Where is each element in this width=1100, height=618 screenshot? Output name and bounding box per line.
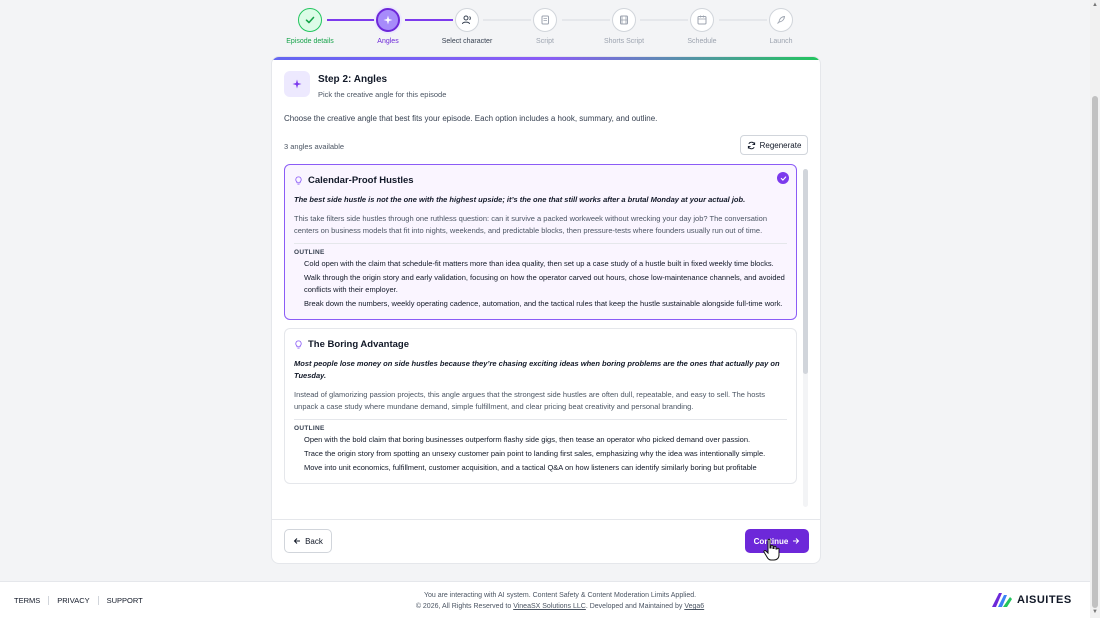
angles-count: 3 angles available bbox=[284, 142, 345, 151]
copyright-mid: . Developed and Maintained by bbox=[585, 603, 685, 610]
sparkles-icon bbox=[376, 8, 400, 32]
regenerate-label: Regenerate bbox=[759, 140, 802, 150]
outline-item: Move into unit economics, fulfillment, customer acquisition, and a tactical Q&A on how listeners can identify similarly boring but profitable bbox=[304, 463, 757, 472]
step-label: Select character bbox=[441, 38, 493, 45]
outline-heading: OUTLINE bbox=[294, 425, 325, 432]
outline-heading: OUTLINE bbox=[294, 249, 325, 256]
step-label: Shorts Script bbox=[603, 38, 645, 45]
step-label: Angles bbox=[377, 38, 399, 45]
page-scrollbar-thumb[interactable] bbox=[1092, 96, 1098, 608]
step-script[interactable] bbox=[505, 8, 585, 45]
refresh-icon bbox=[747, 141, 756, 150]
progress-stepper bbox=[270, 0, 822, 52]
brand-name: AISUITES bbox=[1017, 594, 1072, 606]
step-launch[interactable] bbox=[741, 8, 821, 45]
step-shorts-script[interactable] bbox=[584, 8, 664, 45]
divider bbox=[294, 419, 787, 420]
divider bbox=[272, 519, 821, 520]
step-episode-details[interactable] bbox=[270, 8, 350, 45]
angle-option[interactable] bbox=[284, 164, 797, 320]
outline-item: Break down the numbers, weekly operating cadence, automation, and the tactical rules that keep the hustle sustainable alongside full-time work. bbox=[304, 299, 783, 308]
step-schedule[interactable] bbox=[662, 8, 742, 45]
sparkles-icon bbox=[284, 71, 310, 97]
scroll-icon bbox=[533, 8, 557, 32]
check-icon bbox=[298, 8, 322, 32]
outline-item: Trace the origin story from spotting an unsexy customer pain point to landing first sales, emphasizing why the idea was intentionally simple. bbox=[304, 449, 766, 458]
privacy-link[interactable]: PRIVACY bbox=[57, 596, 90, 605]
angle-summary: This take filters side hustles through one ruthless question: can it survive a packed workweek without wrecking your day job? The conversation centers on business models that fit into nights, weekends, and predictable blocks, then pressure-tests where founders usually run out of time. bbox=[294, 214, 768, 235]
page-subtitle: Pick the creative angle for this episode bbox=[318, 90, 447, 99]
list-scrollbar[interactable] bbox=[803, 169, 808, 507]
angle-hook: Most people lose money on side hustles because they’re chasing exciting ideas when boring problems are the ones that actually pay on Tuesday. bbox=[294, 359, 780, 380]
support-link[interactable]: SUPPORT bbox=[106, 596, 143, 605]
selected-check-icon bbox=[777, 172, 789, 184]
hand-cursor-icon bbox=[762, 538, 780, 562]
continue-label: Continue bbox=[753, 536, 789, 546]
arrow-left-icon bbox=[293, 537, 301, 545]
step-select-character[interactable] bbox=[427, 8, 507, 45]
terms-link[interactable]: TERMS bbox=[14, 596, 41, 605]
arrow-right-icon bbox=[792, 537, 800, 545]
angle-title: The Boring Advantage bbox=[308, 339, 409, 350]
rocket-icon bbox=[769, 8, 793, 32]
angles-list[interactable] bbox=[284, 164, 797, 507]
lightbulb-icon bbox=[294, 340, 303, 349]
card-accent-bar bbox=[272, 57, 820, 60]
angle-option[interactable] bbox=[284, 328, 797, 484]
users-icon bbox=[455, 8, 479, 32]
intro-text: Choose the creative angle that best fits your episode. Each option includes a hook, summary, and outline. bbox=[284, 114, 658, 123]
step-label: Launch bbox=[769, 38, 793, 45]
angle-hook: The best side hustle is not the one with the highest upside; it’s the one that still works after a brutal Monday at your actual job. bbox=[294, 195, 746, 204]
aisuites-logo-icon bbox=[990, 591, 1014, 609]
outline-item: Walk through the origin story and early validation, focusing on how the operator carved out hours, chose low-maintenance channels, and avoided conflicts with their employer. bbox=[304, 273, 785, 294]
back-label: Back bbox=[305, 536, 323, 546]
page-footer bbox=[0, 581, 1090, 618]
legal-text bbox=[0, 590, 1100, 612]
regenerate-button[interactable] bbox=[740, 135, 808, 155]
page-scrollbar[interactable] bbox=[1090, 0, 1100, 618]
ai-notice: You are interacting with AI system. Content Safety & Content Moderation Limits Applied. bbox=[423, 592, 697, 599]
angle-title: Calendar-Proof Hustles bbox=[308, 175, 414, 186]
list-scrollbar-thumb[interactable] bbox=[803, 169, 808, 374]
angles-card bbox=[271, 56, 821, 564]
step-label: Script bbox=[536, 38, 554, 45]
outline-item: Open with the bold claim that boring businesses outperform flashy side gigs, then tease an operator who picked demand over passion. bbox=[304, 435, 751, 444]
copyright-prefix: © 2026, All Rights Reserved to bbox=[415, 603, 514, 610]
page-title: Step 2: Angles bbox=[318, 74, 388, 85]
back-button[interactable] bbox=[284, 529, 332, 553]
angle-summary: Instead of glamorizing passion projects, this angle argues that the strongest side hustles are often dull, repeatable, and easy to sell. The hosts unpack a case study where mundane demand, simple fulfillment, and clear pricing beat creativity and personal branding. bbox=[294, 390, 765, 411]
step-label: Episode details bbox=[286, 38, 334, 45]
scroll-down-icon[interactable]: ▼ bbox=[1092, 609, 1098, 615]
step-header bbox=[284, 71, 446, 99]
film-icon bbox=[612, 8, 636, 32]
step-angles[interactable] bbox=[348, 8, 428, 45]
outline-item: Cold open with the claim that schedule-fit matters more than idea quality, then set up a case study of a hustle built in fixed weekly time blocks. bbox=[304, 259, 774, 268]
brand-logo bbox=[990, 591, 1072, 609]
calendar-icon bbox=[690, 8, 714, 32]
divider bbox=[294, 243, 787, 244]
developer-link[interactable]: Vega6 bbox=[684, 603, 705, 610]
company-link[interactable]: VineaSX Solutions LLC bbox=[513, 603, 586, 610]
step-label: Schedule bbox=[687, 38, 717, 45]
lightbulb-icon bbox=[294, 176, 303, 185]
scroll-up-icon[interactable]: ▲ bbox=[1092, 2, 1098, 8]
